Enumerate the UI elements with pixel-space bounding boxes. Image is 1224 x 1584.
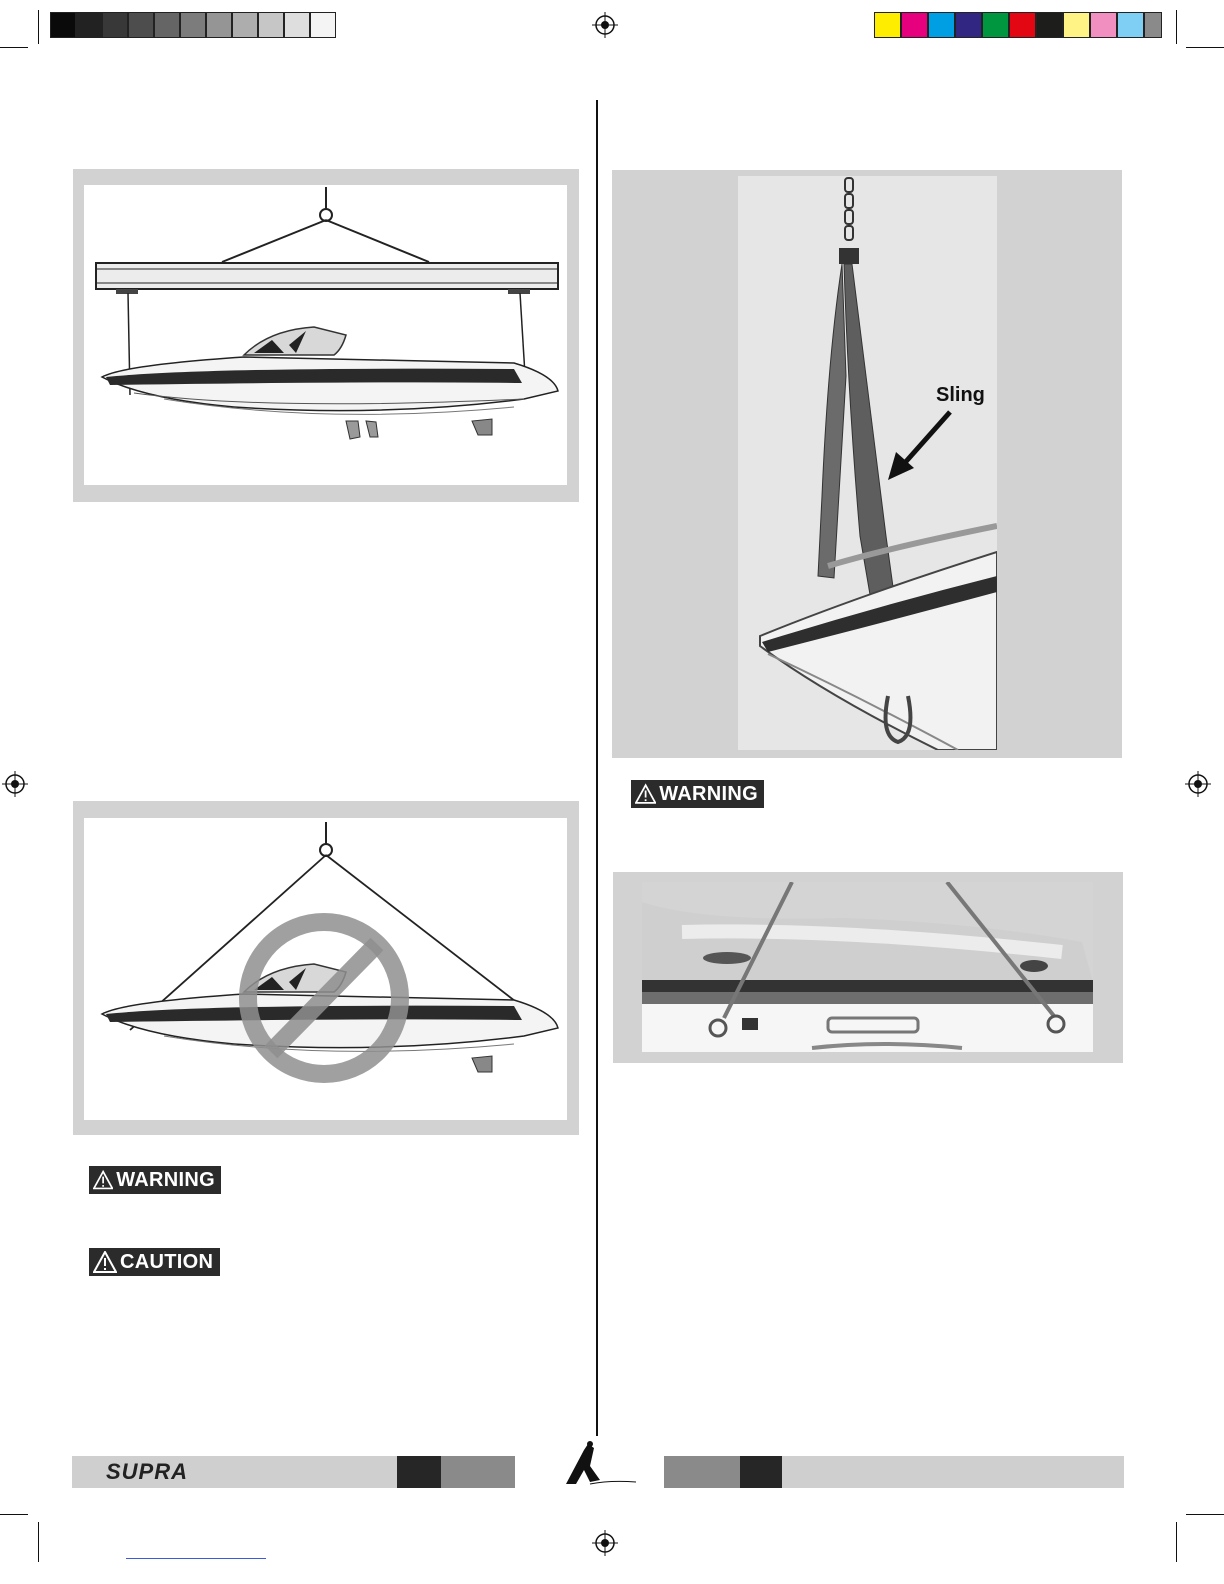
registration-target-icon <box>592 12 618 38</box>
column-divider <box>596 100 598 1436</box>
warning-label: WARNING <box>659 782 758 805</box>
caution-label: CAUTION <box>120 1250 214 1273</box>
bow-sling-photo <box>738 176 997 750</box>
stern-eye-sling-photo <box>642 882 1093 1052</box>
footer-block <box>740 1456 782 1488</box>
warning-label: WARNING <box>116 1168 215 1191</box>
warning-triangle-icon <box>93 1251 117 1273</box>
figure-sling-photo <box>612 170 1122 758</box>
footer-block <box>441 1456 515 1488</box>
figure-spreader-bar <box>73 169 579 502</box>
warning-triangle-icon <box>635 783 656 805</box>
warning-triangle-icon <box>93 1169 113 1191</box>
figure-stern-photo <box>613 872 1123 1063</box>
footer-block <box>397 1456 441 1488</box>
warning-badge <box>89 1166 221 1194</box>
registration-target-icon <box>1185 771 1211 797</box>
registration-target-icon <box>2 771 28 797</box>
registration-target-icon <box>592 1530 618 1556</box>
sling-callout-label: Sling <box>936 384 985 406</box>
caution-badge <box>89 1248 220 1276</box>
wakeboarder-logo-icon <box>560 1440 640 1488</box>
figure-no-spreader <box>73 801 579 1135</box>
boat-without-spreader-prohibited-illustration <box>84 818 567 1120</box>
supra-brand-logo: SUPRA <box>106 1459 189 1484</box>
footer-block <box>664 1456 740 1488</box>
boat-spreader-bar-lift-illustration <box>84 185 567 485</box>
warning-badge <box>631 780 764 808</box>
